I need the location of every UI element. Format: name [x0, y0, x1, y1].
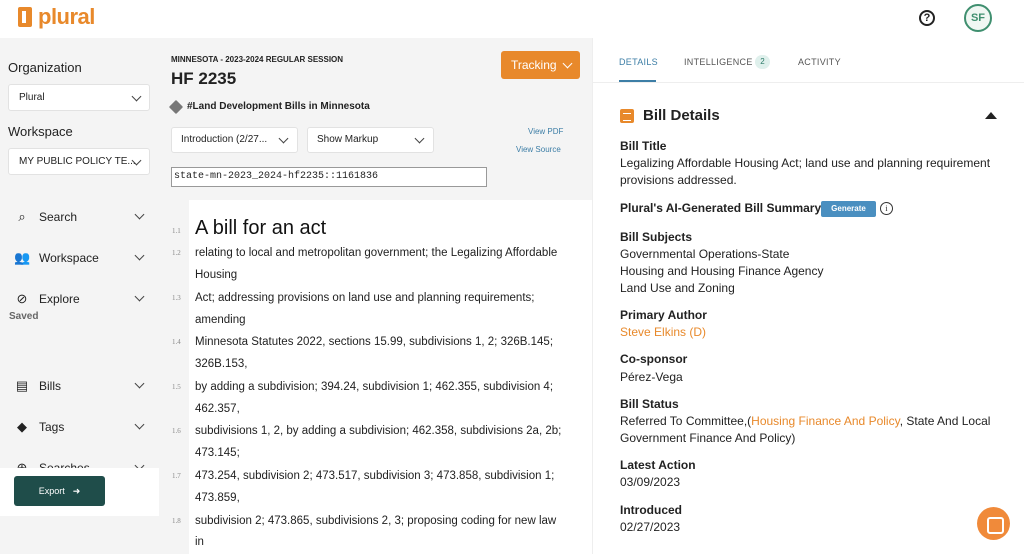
tab-intelligence[interactable]: INTELLIGENCE — [684, 57, 753, 67]
bill-status-value — [620, 413, 1000, 447]
line-number: 1.7 — [172, 472, 181, 480]
line-number: 1.6 — [172, 427, 181, 435]
line-number: 1.8 — [172, 517, 181, 525]
bill-text-title: A bill for an act — [195, 217, 327, 239]
collapse-icon[interactable] — [985, 112, 997, 119]
subject-item: Housing and Housing Finance Agency — [620, 264, 824, 278]
chevron-down-icon — [563, 59, 573, 69]
tracking-button[interactable] — [501, 51, 580, 79]
sidebar-item-explore[interactable] — [14, 289, 146, 309]
session-label: MINNESOTA - 2023-2024 REGULAR SESSION — [171, 55, 344, 64]
primary-author-label: Primary Author — [620, 308, 707, 322]
view-pdf-link[interactable]: View PDF — [528, 127, 564, 136]
tag-icon: ◆ — [17, 419, 27, 434]
bill-text-line: 473.859, — [195, 492, 240, 504]
bill-tag[interactable] — [171, 101, 370, 112]
cosponsor-label: Co-sponsor — [620, 352, 688, 366]
committee-link[interactable]: Housing Finance And Policy — [751, 414, 900, 428]
bill-text-line: by adding a subdivision; 394.24, subdivision 1; 462.355, subdivision 4; — [195, 381, 554, 393]
sidebar-item-search[interactable] — [14, 207, 146, 227]
organization-label: Organization — [8, 60, 82, 75]
tracking-label: Tracking — [511, 58, 557, 72]
bill-status-label: Bill Status — [620, 397, 679, 411]
compass-icon: ⊘ — [16, 291, 28, 306]
sidebar-item-workspace[interactable] — [14, 248, 146, 268]
list-icon — [620, 109, 634, 123]
chat-support-button[interactable] — [977, 507, 1010, 540]
tab-activity[interactable]: ACTIVITY — [798, 57, 841, 67]
workspace-label: Workspace — [8, 124, 73, 139]
bill-text-line: in — [195, 536, 204, 548]
introduced-value: 02/27/2023 — [620, 520, 681, 534]
logo[interactable] — [18, 4, 95, 30]
line-number: 1.2 — [172, 249, 181, 257]
ai-summary-label: Plural's AI-Generated Bill Summary — [620, 201, 822, 215]
export-icon: ➜ — [72, 485, 81, 496]
subject-item: Governmental Operations-State — [620, 247, 790, 261]
sidebar-item-label: Bills — [39, 379, 62, 393]
bill-text-line: amending — [195, 314, 246, 326]
logo-text: plural — [38, 4, 95, 29]
bill-text-line: 326B.153, — [195, 358, 248, 370]
chevron-down-icon — [135, 379, 145, 389]
workspace-select[interactable] — [8, 148, 150, 175]
bill-text-line: Housing — [195, 269, 238, 281]
bill-details-heading: Bill Details — [643, 107, 720, 124]
sidebar-item-label: Tags — [39, 420, 65, 434]
bill-tag-label: #Land Development Bills in Minnesota — [187, 101, 370, 112]
bill-text-line: relating to local and metropolitan government; the Legalizing Affordable — [195, 247, 558, 259]
export-label: Export — [38, 486, 65, 496]
sidebar-item-label: Search — [39, 210, 78, 224]
chevron-down-icon — [135, 251, 145, 261]
sidebar-item-tags[interactable] — [14, 417, 146, 437]
chevron-down-icon — [135, 420, 145, 430]
tab-details[interactable]: DETAILS — [619, 57, 658, 67]
chevron-down-icon — [135, 292, 145, 302]
line-number: 1.5 — [172, 383, 181, 391]
bill-text-line: subdivision 2; 473.865, subdivisions 2, 3; proposing coding for new law — [195, 515, 557, 527]
version-select[interactable] — [171, 127, 298, 153]
organization-value: Plural — [19, 92, 45, 103]
chevron-down-icon — [415, 134, 425, 144]
chevron-down-icon — [132, 92, 142, 102]
workspace-value: MY PUBLIC POLICY TE... — [19, 156, 136, 167]
chevron-down-icon — [135, 210, 145, 220]
people-icon: 👥 — [14, 250, 31, 265]
chevron-down-icon — [279, 134, 289, 144]
line-number: 1.3 — [172, 294, 181, 302]
sidebar-item-bills[interactable] — [14, 376, 146, 396]
bill-text-line: 462.357, — [195, 403, 240, 415]
organization-select[interactable] — [8, 84, 150, 111]
export-button[interactable] — [14, 476, 105, 506]
sidebar-item-label: Explore — [39, 292, 80, 306]
search-icon: ⌕ — [18, 209, 26, 224]
intelligence-count-badge: 2 — [755, 55, 770, 69]
bill-id: HF 2235 — [171, 69, 237, 88]
bill-text-line: Minnesota Statutes 2022, sections 15.99, subdivisions 1, 2; 326B.145; — [195, 336, 554, 348]
bill-text-line: subdivisions 1, 2, by adding a subdivision; 462.358, subdivisions 2a, 2b; — [195, 425, 562, 437]
sidebar-item-label: Workspace — [39, 251, 99, 265]
bill-text-line: Act; addressing provisions on land use and planning requirements; — [195, 292, 535, 304]
tab-divider — [592, 82, 1024, 83]
info-icon[interactable]: i — [880, 202, 893, 215]
status-suffix: , State And Local Government Finance And Policy) — [620, 414, 991, 445]
markup-select-value: Show Markup — [317, 134, 379, 145]
document-icon: ▤ — [15, 378, 29, 393]
markup-select[interactable] — [307, 127, 434, 153]
bill-title-label: Bill Title — [620, 139, 667, 153]
view-source-link[interactable]: View Source — [516, 145, 561, 154]
source-id-field[interactable]: state-mn-2023_2024-hf2235::1161836 — [171, 167, 487, 187]
help-icon[interactable]: ? — [919, 10, 935, 26]
bill-text-line: 473.254, subdivision 2; 473.517, subdivision 3; 473.858, subdivision 1; — [195, 470, 555, 482]
saved-section-label: Saved — [9, 311, 39, 322]
introduced-label: Introduced — [620, 503, 682, 517]
bill-subjects-label: Bill Subjects — [620, 230, 693, 244]
avatar[interactable]: SF — [964, 4, 992, 32]
generate-button[interactable]: Generate — [821, 201, 876, 217]
cosponsor-value: Pérez-Vega — [620, 370, 683, 384]
line-number: 1.4 — [172, 338, 181, 346]
latest-action-value: 03/09/2023 — [620, 475, 681, 489]
top-bar — [0, 0, 1024, 38]
tag-icon — [169, 99, 183, 113]
latest-action-label: Latest Action — [620, 458, 696, 472]
line-number: 1.1 — [172, 227, 181, 235]
version-select-value: Introduction (2/27... — [181, 134, 268, 145]
bill-text-line: 473.145; — [195, 447, 240, 459]
status-prefix: Referred To Committee,( — [620, 414, 752, 428]
primary-author-link[interactable]: Steve Elkins (D) — [620, 325, 707, 339]
plural-logo-icon — [18, 7, 32, 27]
subject-item: Land Use and Zoning — [620, 281, 735, 295]
bill-title-value: Legalizing Affordable Housing Act; land use and planning requirement provisions addressed. — [620, 156, 991, 187]
